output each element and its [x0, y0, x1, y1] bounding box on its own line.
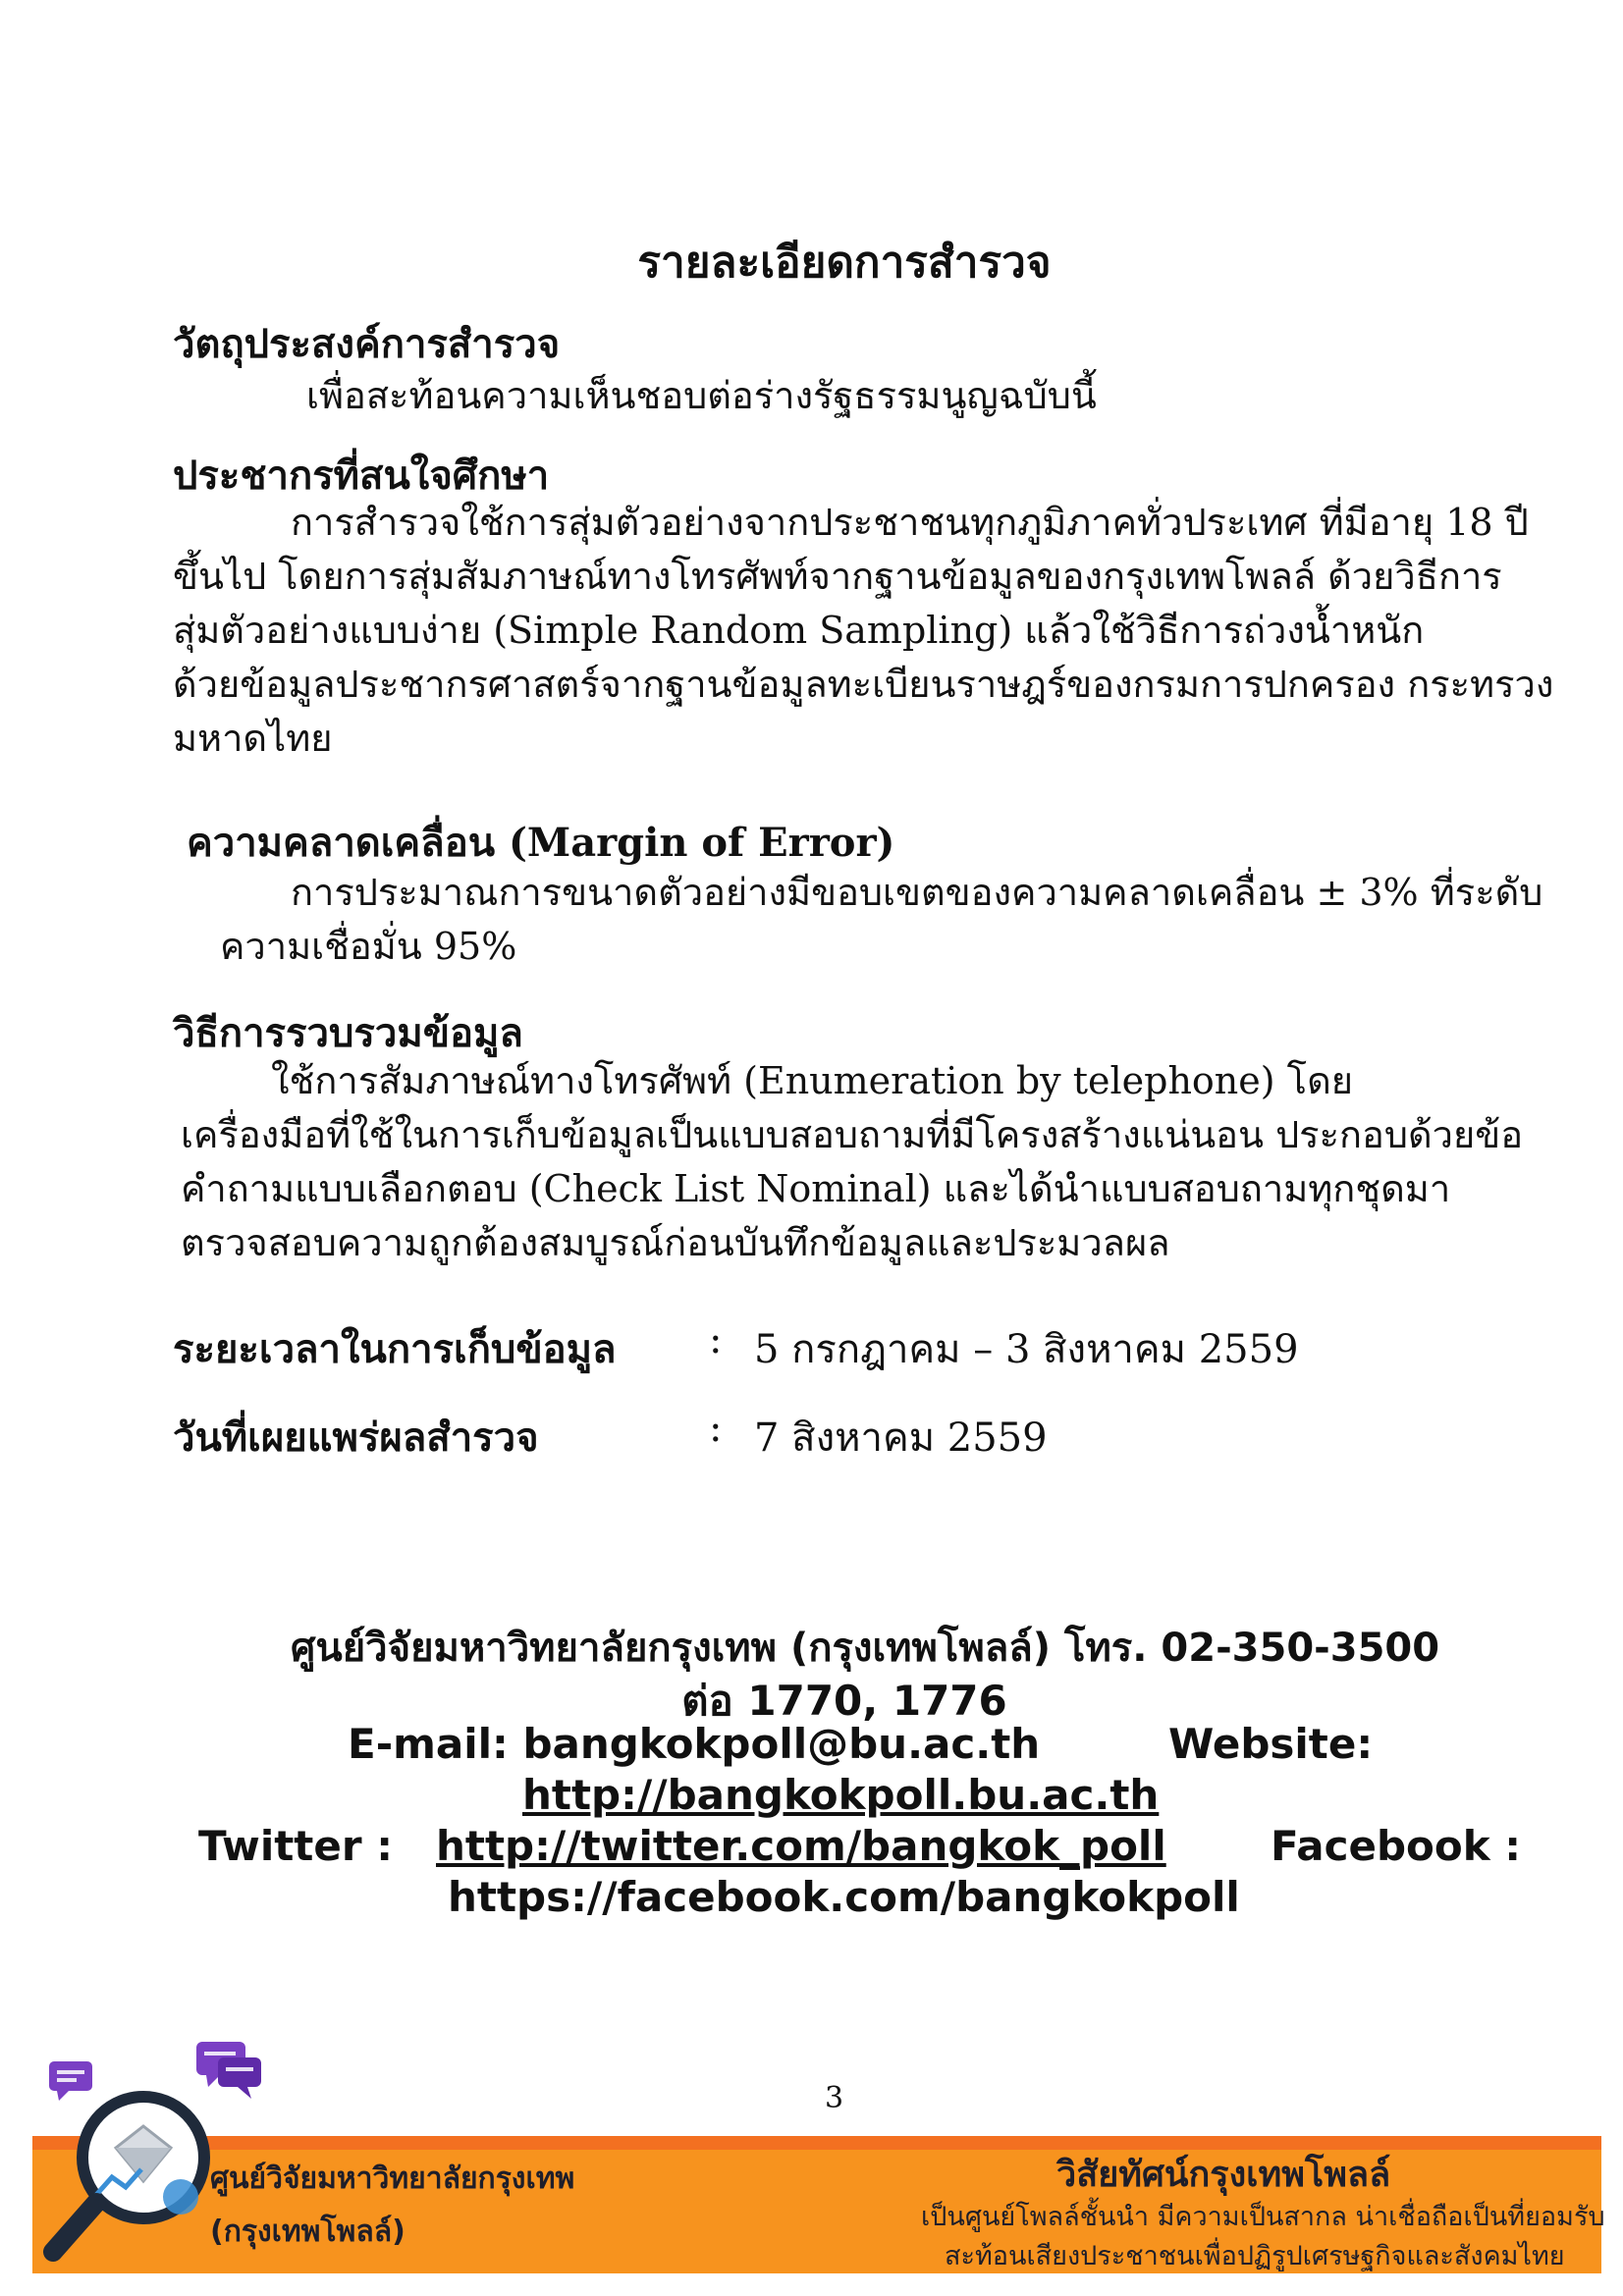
release-date-value: 7 สิงหาคม 2559 — [754, 1415, 1048, 1461]
collection-period-label: ระยะเวลาในการเก็บข้อมูล — [173, 1326, 617, 1372]
margin-line-2: ความเชื่อมั่น 95% — [220, 925, 517, 968]
objective-heading: วัตถุประสงค์การสำรวจ — [173, 321, 561, 367]
population-line-5: มหาดไทย — [173, 717, 333, 760]
email-label: E-mail: bangkokpoll@bu.ac.th — [348, 1720, 1041, 1768]
method-line-3: คำถามแบบเลือกตอบ (Check List Nominal) และได้นำแบบสอบถามทุกชุดมา — [181, 1167, 1451, 1210]
population-line-4: ด้วยข้อมูลประชากรศาสตร์จากฐานข้อมูลทะเบียนราษฎร์ของกรมการปกครอง กระทรวง — [173, 663, 1554, 706]
footer-vision-title: วิสัยทัศน์กรุงเทพโพลล์ — [1056, 2155, 1391, 2195]
facebook-label: Facebook : — [1271, 1822, 1522, 1870]
method-line-4: ตรวจสอบความถูกต้องสมบูรณ์ก่อนบันทึกข้อมูลและประมวลผล — [181, 1221, 1170, 1264]
collection-period-value: 5 กรกฎาคม – 3 สิงหาคม 2559 — [754, 1327, 1299, 1372]
twitter-label: Twitter : — [198, 1822, 394, 1870]
margin-heading: ความคลาดเคลื่อน (Margin of Error) — [187, 820, 895, 866]
contact-line-1: ศูนย์วิจัยมหาวิทยาลัยกรุงเทพ (กรุงเทพโพลล์) โทร. 02-350-3500 — [291, 1626, 1440, 1671]
magnifier-logo-icon — [35, 2079, 222, 2271]
method-line-1: ใช้การสัมภาษณ์ทางโทรศัพท์ (Enumeration by telephone) โดย — [271, 1059, 1354, 1102]
document-title: รายละเอียดการสำรวจ — [637, 238, 1052, 288]
method-line-2: เครื่องมือที่ใช้ในการเก็บข้อมูลเป็นแบบสอบถามที่มีโครงสร้างแน่นอน ประกอบด้วยข้อ — [181, 1113, 1524, 1156]
contact-line-2: ต่อ 1770, 1776 — [681, 1677, 1007, 1725]
objective-text: เพื่อสะท้อนความเห็นชอบต่อร่างรัฐธรรมนูญฉบับนี้ — [306, 374, 1097, 417]
release-date-label: วันที่เผยแพร่ผลสำรวจ — [173, 1415, 539, 1461]
footer-org-subname: (กรุงเทพโพลล์) — [210, 2215, 406, 2249]
footer-vision-line-2: สะท้อนเสียงประชาชนเพื่อปฏิรูปเศรษฐกิจและสังคมไทย — [945, 2241, 1565, 2271]
population-line-2: ขึ้นไป โดยการสุ่มสัมภาษณ์ทางโทรศัพท์จากฐานข้อมูลของกรุงเทพโพลล์ ด้วยวิธีการ — [173, 555, 1502, 598]
footer-org-name: ศูนย์วิจัยมหาวิทยาลัยกรุงเทพ — [210, 2162, 575, 2196]
page-number: 3 — [825, 2081, 844, 2115]
population-line-1: การสำรวจใช้การสุ่มตัวอย่างจากประชาชนทุกภูมิภาคทั่วประเทศ ที่มีอายุ 18 ปี — [291, 501, 1529, 544]
population-line-3: สุ่มตัวอย่างแบบง่าย (Simple Random Sampling) แล้วใช้วิธีการถ่วงน้ำหนัก — [173, 609, 1425, 652]
method-heading: วิธีการรวบรวมข้อมูล — [173, 1010, 523, 1056]
footer-vision-line-1: เป็นศูนย์โพลล์ชั้นนำ มีความเป็นสากล น่าเชื่อถือเป็นที่ยอมรับ — [921, 2202, 1605, 2232]
website-link[interactable]: http://bangkokpoll.bu.ac.th — [522, 1771, 1160, 1819]
collection-period-colon: : — [709, 1317, 723, 1362]
facebook-link[interactable]: https://facebook.com/bangkokpoll — [448, 1873, 1240, 1921]
release-date-colon: : — [709, 1406, 723, 1451]
website-label: Website: — [1168, 1720, 1374, 1768]
twitter-link[interactable]: http://twitter.com/bangkok_poll — [436, 1822, 1166, 1870]
margin-line-1: การประมาณการขนาดตัวอย่างมีขอบเขตของความคลาดเคลื่อน ± 3% ที่ระดับ — [291, 871, 1543, 914]
population-heading: ประชากรที่สนใจศึกษา — [173, 453, 550, 499]
